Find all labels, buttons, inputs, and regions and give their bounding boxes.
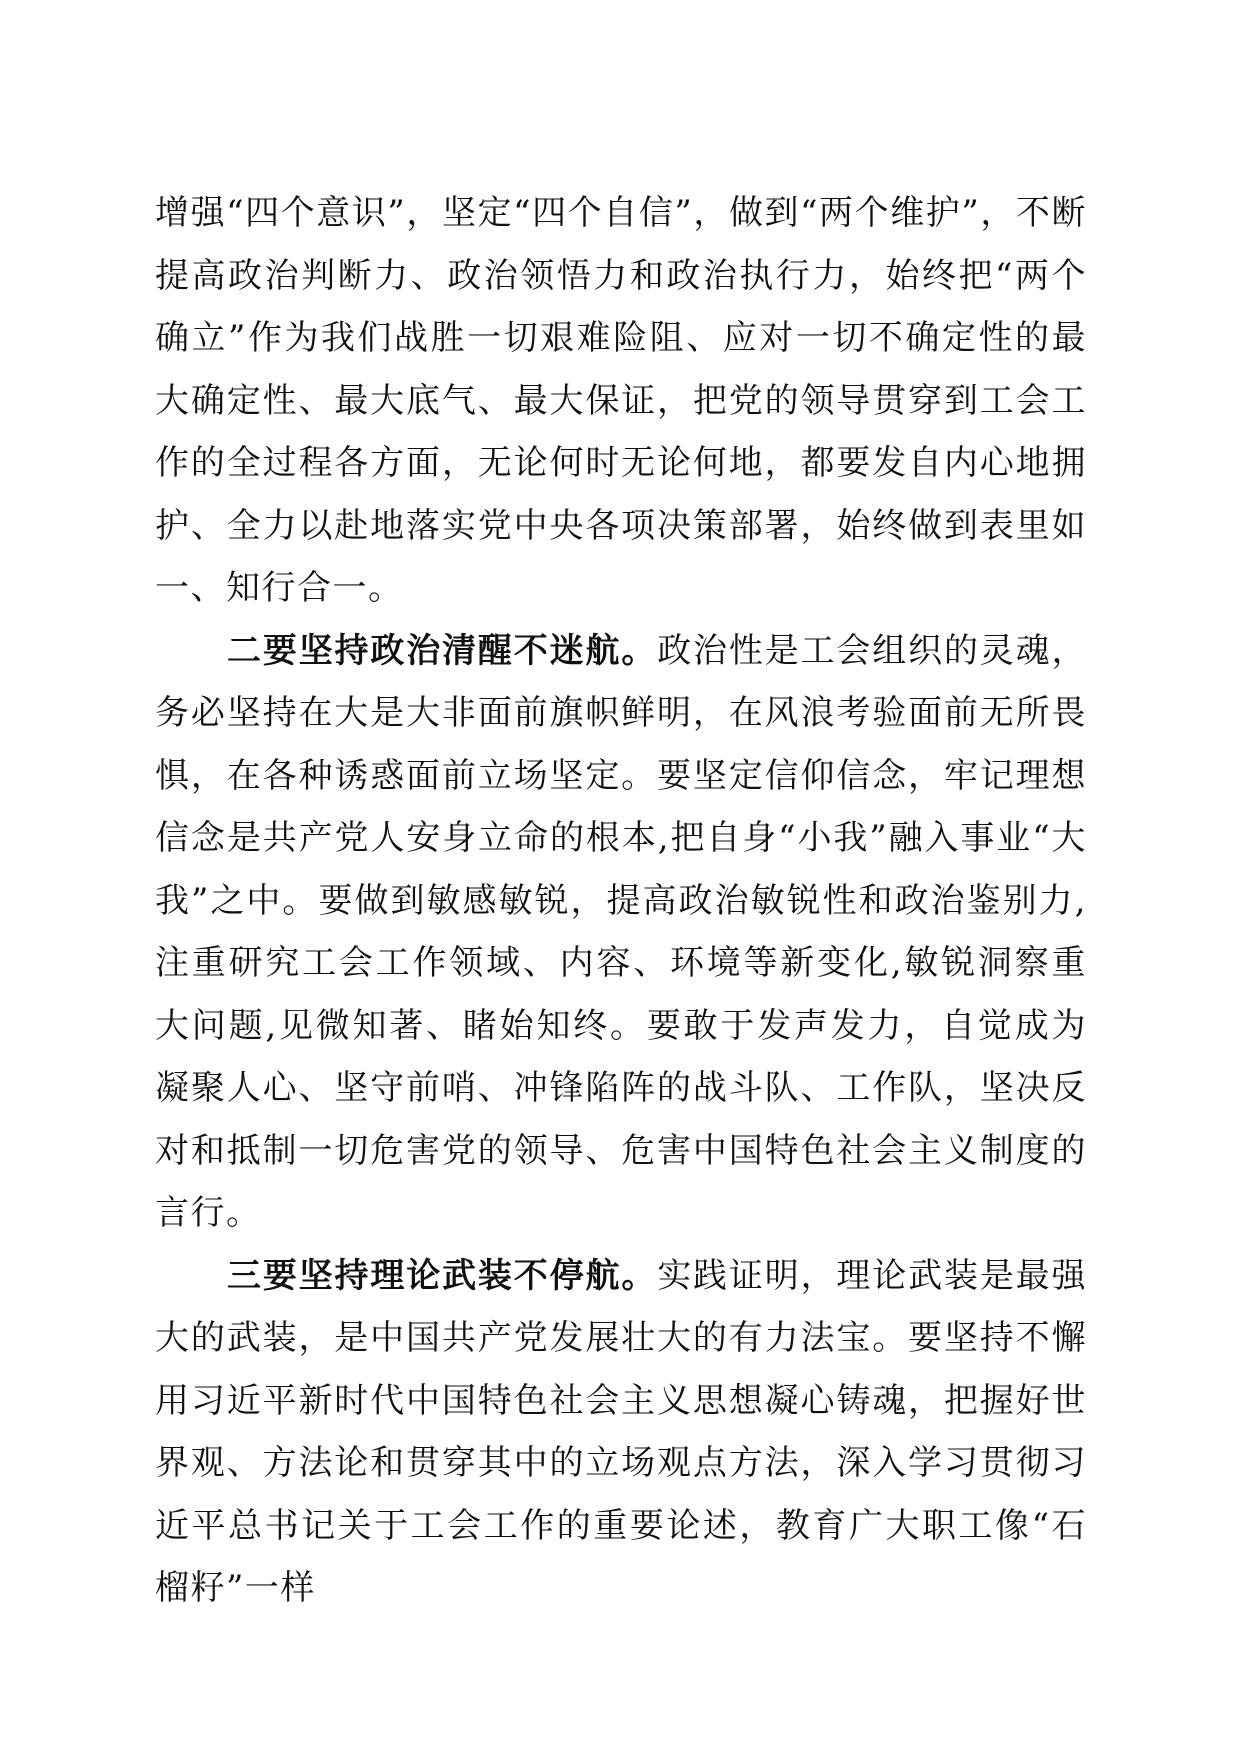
paragraph-text: 实践证明，理论武装是最强大的武装，是中国共产党发展壮大的有力法宝。要坚持不懈用习近平新时代中国特色社会主义思想凝心铸魂，把握好世界观、方法论和贯穿其中的立场观点方法，深入学习贯彻习近平总书记关于工会工作的重要论述，教育广大职工像“石榴籽”一样 (155, 1255, 1088, 1608)
paragraph-point-three (155, 1245, 1087, 1620)
paragraph-text: 政治性是工会组织的灵魂，务必坚持在大是大非面前旗帜鲜明，在风浪考验面前无所畏惧，在各种诱惑面前立场坚定。要坚定信仰信念，牢记理想信念是共产党人安身立命的根本,把自身“小我”融入事业“大我”之中。要做到敏感敏锐，提高政治敏锐性和政治鉴别力,注重研究工会工作领域、内容、环境等新变化,敏锐洞察重大问题,见微知著、睹始知终。要敢于发声发力，自觉成为凝聚人心、坚守前哨、冲锋陷阵的战斗队、工作队，坚决反对和抵制一切危害党的领导、危害中国特色社会主义制度的言行。 (155, 630, 1088, 1233)
paragraph-lead-heading: 三要坚持理论武装不停航。 (227, 1255, 658, 1296)
paragraph-text: 增强“四个意识”，坚定“四个自信”，做到“两个维护”，不断提高政治判断力、政治领悟力和政治执行力，始终把“两个确立”作为我们战胜一切艰难险阻、应对一切不确定性的最大确定性、最大底气、最大保证，把党的领导贯穿到工会工作的全过程各方面，无论何时无论何地，都要发自内心地拥护、全力以赴地落实党中央各项决策部署，始终做到表里如一、知行合一。 (155, 193, 1087, 608)
document-body (155, 182, 1087, 1620)
paragraph-continuation (155, 182, 1087, 620)
paragraph-lead-heading: 二要坚持政治清醒不迷航。 (227, 630, 658, 671)
paragraph-point-two (155, 620, 1087, 1245)
